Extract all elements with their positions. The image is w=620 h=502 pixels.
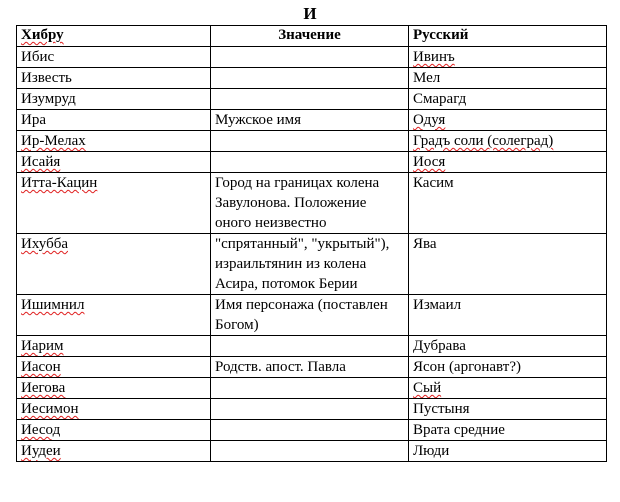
cell-meaning [211,47,409,68]
cell-hebrew [17,131,211,152]
cell-russian [409,110,607,131]
cell-hebrew [17,399,211,420]
table-row [17,399,607,420]
cell-hebrew-text: Иарим [21,338,64,354]
cell-russian-text: Сый [413,380,442,396]
cell-hebrew [17,420,211,441]
cell-russian-text: Иося [413,154,446,170]
cell-hebrew [17,336,211,357]
cell-hebrew-text: Иесимон [21,401,79,417]
cell-hebrew-text: Итта-Кацин [21,175,98,191]
table-row [17,131,607,152]
cell-meaning: Родств. апост. Павла [211,357,409,378]
cell-hebrew: Ира [17,110,211,131]
cell-meaning [211,336,409,357]
cell-hebrew [17,378,211,399]
cell-russian-text: Ивинъ [413,49,455,65]
cell-meaning [211,399,409,420]
cell-russian [409,378,607,399]
cell-russian: Люди [409,441,607,462]
cell-russian: Пустыня [409,399,607,420]
cell-russian: Дубрава [409,336,607,357]
cell-meaning [211,378,409,399]
table-row [17,295,607,336]
table-row [17,357,607,378]
table-row [17,89,607,110]
cell-hebrew: Ибис [17,47,211,68]
header-russian: Русский [409,26,607,47]
cell-hebrew: Изумруд [17,89,211,110]
cell-hebrew [17,234,211,295]
cell-meaning: Имя персонажа (поставлен Богом) [211,295,409,336]
cell-hebrew [17,173,211,234]
cell-russian: Ясон (аргонавт?) [409,357,607,378]
cell-hebrew-text: Иасон [21,359,61,375]
cell-russian: Мел [409,68,607,89]
cell-hebrew-text: Ишимнил [21,297,85,313]
table-row [17,234,607,295]
table-row [17,68,607,89]
cell-hebrew: Известь [17,68,211,89]
cell-hebrew [17,152,211,173]
cell-russian-text: Одуя [413,112,446,128]
cell-russian-text: Градъ соли (солеград) [413,133,554,149]
table-header-row [17,26,607,47]
cell-russian [409,152,607,173]
header-hebrew [17,26,211,47]
cell-russian [409,47,607,68]
cell-russian: Измаил [409,295,607,336]
cell-hebrew-text: Ихубба [21,236,68,252]
header-meaning: Значение [211,26,409,47]
cell-hebrew-text: Иесод [21,422,61,438]
cell-russian [409,131,607,152]
cell-hebrew [17,357,211,378]
cell-meaning [211,131,409,152]
table-row [17,336,607,357]
cell-hebrew-text: Ир-Мелах [21,133,86,149]
cell-hebrew [17,295,211,336]
cell-meaning [211,68,409,89]
table-row [17,420,607,441]
cell-meaning [211,89,409,110]
table-row [17,152,607,173]
cell-hebrew-text: Иудеи [21,443,61,459]
table-row [17,173,607,234]
cell-meaning [211,152,409,173]
cell-hebrew [17,441,211,462]
table-row [17,47,607,68]
cell-meaning [211,441,409,462]
cell-hebrew-text: Иегова [21,380,66,396]
cell-hebrew-text: Исайя [21,154,61,170]
cell-meaning: Город на границах колена Завулонова. Положение оного неизвестно [211,173,409,234]
cell-russian: Врата средние [409,420,607,441]
cell-russian: Касим [409,173,607,234]
glossary-table [16,25,607,462]
header-hebrew-label: Хибру [21,27,64,43]
cell-meaning [211,420,409,441]
table-row [17,110,607,131]
cell-russian: Ява [409,234,607,295]
cell-russian: Смарагд [409,89,607,110]
section-letter-title: И [303,4,317,23]
cell-meaning: "спрятанный", "укрытый"), израильтянин из колена Асира, потомок Берии [211,234,409,295]
table-row [17,378,607,399]
cell-meaning: Мужское имя [211,110,409,131]
table-row [17,441,607,462]
